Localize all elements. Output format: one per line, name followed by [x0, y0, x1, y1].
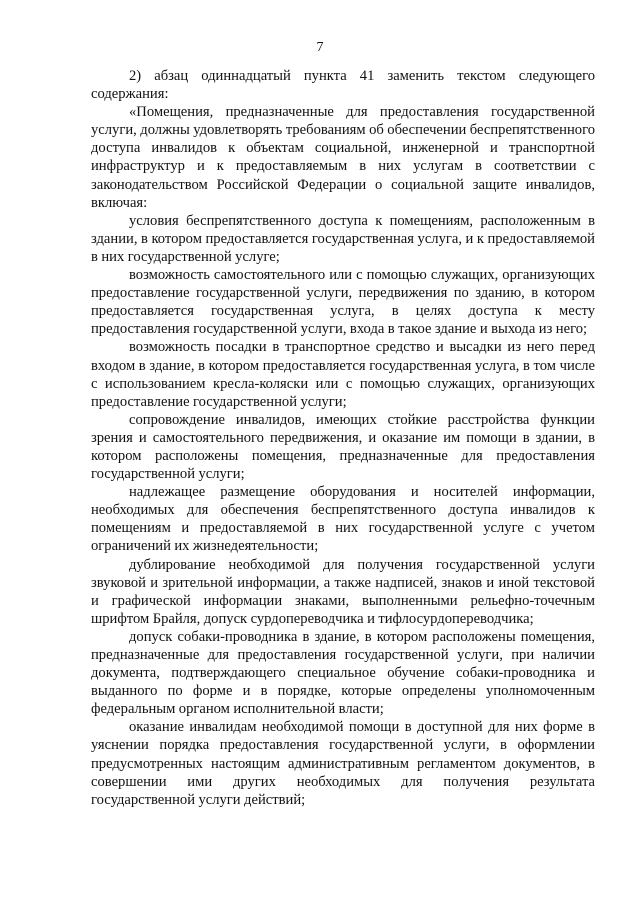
paragraph-information-duplication: дублирование необходимой для получения государственной услуги звуковой и зрительной информации, а также надписей, знаков и иной текстовой и графической информации знаками, выполненными рельефно-точечным шрифтом Брайля, допуск сурдопереводчика и тифлосурдопереводчика;	[91, 556, 595, 627]
paragraph-procedure-assistance: оказание инвалидам необходимой помощи в доступной для них форме в уяснении порядка предоставления государственной услуги, в оформлении предусмотренных настоящим административным регламентом документов, в совершении ими других необходимых для получения результата государственной услуги действий;	[91, 719, 595, 808]
paragraph-escort-assistance: сопровождение инвалидов, имеющих стойкие расстройства функции зрения и самостоятельного передвижения, и оказание им помощи в здании, в котором расположены помещения, предназначенные для предоставления государственной услуги;	[91, 411, 595, 483]
paragraph-equipment-placement: надлежащее размещение оборудования и носителей информации, необходимых для обеспечения беспрепятственного доступа инвалидов к помещениям и предоставляемой в них государственной услуге с учетом ограничений их жизнедеятельности;	[91, 484, 595, 555]
paragraph-vehicle-boarding: возможность посадки в транспортное средство и высадки из него перед входом в здание, в котором предоставляется государственная услуга, в том числе с использованием кресла-коляски или с помощью служащих, организующих предоставление государственной услуги;	[91, 339, 595, 410]
paragraph-independent-movement: возможность самостоятельного или с помощью служащих, организующих предоставление государственной услуги, передвижения по зданию, в котором предоставляется государственная услуга, в целях доступа к месту предоставления государственной услуги, входа в такое здание и выхода из него;	[91, 267, 595, 338]
document-body	[91, 67, 595, 809]
paragraph-amendment-intro: 2) абзац одиннадцатый пункта 41 заменить текстом следующего содержания:	[91, 68, 595, 103]
page-number: 7	[316, 40, 324, 55]
paragraph-guide-dog-admission: допуск собаки-проводника в здание, в котором расположены помещения, предназначенные для предоставления государственной услуги, при наличии документа, подтверждающего специальное обучение собаки-проводника и выданного по форме и в порядке, которые определены уполномоченным федеральным органом исполнительной власти;	[91, 628, 595, 718]
paragraph-access-conditions: условия беспрепятственного доступа к помещениям, расположенным в здании, в котором предоставляется государственная услуга, и к предоставляемой в них государственной услуге;	[91, 212, 595, 265]
paragraph-premises-requirements: «Помещения, предназначенные для предоставления государственной услуги, должны удовлетворять требованиям об обеспечении беспрепятственного доступа инвалидов к объектам социальной, инженерной и транспортной инфраструктур и к предоставляемым в них услугам в соответствии с законодательством Российской Федерации о социальной защите инвалидов, включая:	[91, 104, 595, 211]
